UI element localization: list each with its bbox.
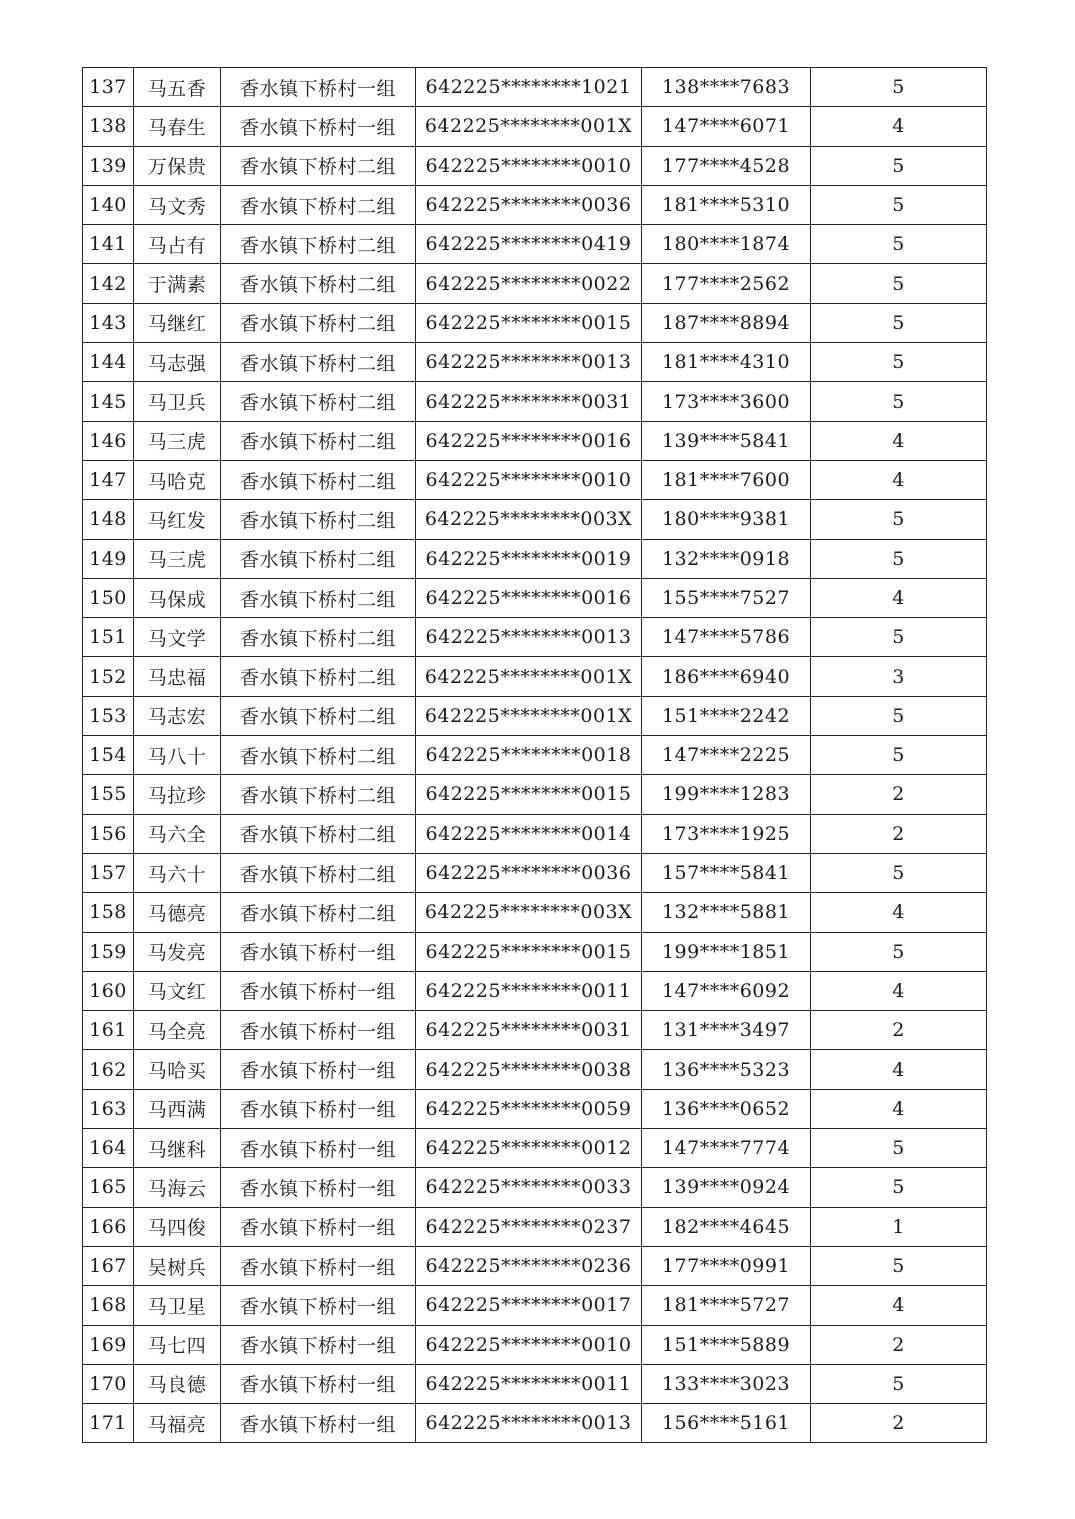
name-cell: 马海云 <box>134 1168 221 1207</box>
row-number-cell: 159 <box>83 932 134 971</box>
table-row <box>83 68 987 107</box>
phone-cell: 187****8894 <box>642 303 811 342</box>
id-number-cell: 642225********0010 <box>416 146 642 185</box>
phone-cell: 136****5323 <box>642 1050 811 1089</box>
table-row <box>83 853 987 892</box>
address-cell: 香水镇下桥村二组 <box>221 500 416 539</box>
count-cell: 5 <box>811 1246 987 1285</box>
name-cell: 马春生 <box>134 107 221 146</box>
row-number-cell: 137 <box>83 68 134 107</box>
id-number-cell: 642225********0010 <box>416 1325 642 1364</box>
address-cell: 香水镇下桥村一组 <box>221 1168 416 1207</box>
name-cell: 马八十 <box>134 736 221 775</box>
row-number-cell: 139 <box>83 146 134 185</box>
count-cell: 4 <box>811 107 987 146</box>
address-cell: 香水镇下桥村一组 <box>221 1129 416 1168</box>
row-number-cell: 149 <box>83 539 134 578</box>
row-number-cell: 140 <box>83 185 134 224</box>
table-row <box>83 736 987 775</box>
phone-cell: 131****3497 <box>642 1011 811 1050</box>
table-row <box>83 618 987 657</box>
count-cell: 4 <box>811 1089 987 1128</box>
id-number-cell: 642225********0016 <box>416 578 642 617</box>
count-cell: 5 <box>811 1364 987 1403</box>
row-number-cell: 145 <box>83 382 134 421</box>
table-row <box>83 814 987 853</box>
row-number-cell: 143 <box>83 303 134 342</box>
address-cell: 香水镇下桥村一组 <box>221 1325 416 1364</box>
name-cell: 马三虎 <box>134 421 221 460</box>
name-cell: 马占有 <box>134 225 221 264</box>
count-cell: 5 <box>811 932 987 971</box>
count-cell: 2 <box>811 1325 987 1364</box>
id-number-cell: 642225********0059 <box>416 1089 642 1128</box>
id-number-cell: 642225********0236 <box>416 1246 642 1285</box>
address-cell: 香水镇下桥村一组 <box>221 1364 416 1403</box>
name-cell: 马发亮 <box>134 932 221 971</box>
name-cell: 马志强 <box>134 343 221 382</box>
phone-cell: 132****5881 <box>642 893 811 932</box>
phone-cell: 139****0924 <box>642 1168 811 1207</box>
id-number-cell: 642225********001X <box>416 696 642 735</box>
id-number-cell: 642225********0031 <box>416 1011 642 1050</box>
table-row <box>83 1168 987 1207</box>
count-cell: 5 <box>811 853 987 892</box>
id-number-cell: 642225********0019 <box>416 539 642 578</box>
phone-cell: 182****4645 <box>642 1207 811 1246</box>
table-row <box>83 500 987 539</box>
phone-cell: 181****5727 <box>642 1286 811 1325</box>
name-cell: 马卫星 <box>134 1286 221 1325</box>
row-number-cell: 146 <box>83 421 134 460</box>
name-cell: 马德亮 <box>134 893 221 932</box>
phone-cell: 181****4310 <box>642 343 811 382</box>
address-cell: 香水镇下桥村一组 <box>221 1011 416 1050</box>
address-cell: 香水镇下桥村一组 <box>221 1050 416 1089</box>
address-cell: 香水镇下桥村一组 <box>221 1286 416 1325</box>
name-cell: 马四俊 <box>134 1207 221 1246</box>
name-cell: 马三虎 <box>134 539 221 578</box>
table-row <box>83 382 987 421</box>
row-number-cell: 153 <box>83 696 134 735</box>
phone-cell: 147****6071 <box>642 107 811 146</box>
address-cell: 香水镇下桥村二组 <box>221 343 416 382</box>
id-number-cell: 642225********0012 <box>416 1129 642 1168</box>
address-cell: 香水镇下桥村一组 <box>221 1246 416 1285</box>
table-row <box>83 1011 987 1050</box>
table-row <box>83 775 987 814</box>
address-cell: 香水镇下桥村一组 <box>221 1089 416 1128</box>
count-cell: 5 <box>811 68 987 107</box>
address-cell: 香水镇下桥村二组 <box>221 696 416 735</box>
id-number-cell: 642225********0031 <box>416 382 642 421</box>
row-number-cell: 141 <box>83 225 134 264</box>
address-cell: 香水镇下桥村二组 <box>221 578 416 617</box>
row-number-cell: 160 <box>83 971 134 1010</box>
table-row <box>83 264 987 303</box>
id-number-cell: 642225********0014 <box>416 814 642 853</box>
count-cell: 4 <box>811 421 987 460</box>
row-number-cell: 152 <box>83 657 134 696</box>
address-cell: 香水镇下桥村二组 <box>221 382 416 421</box>
name-cell: 马六十 <box>134 853 221 892</box>
row-number-cell: 150 <box>83 578 134 617</box>
row-number-cell: 158 <box>83 893 134 932</box>
id-number-cell: 642225********0018 <box>416 736 642 775</box>
row-number-cell: 162 <box>83 1050 134 1089</box>
address-cell: 香水镇下桥村二组 <box>221 736 416 775</box>
name-cell: 马全亮 <box>134 1011 221 1050</box>
table-row <box>83 146 987 185</box>
id-number-cell: 642225********0013 <box>416 618 642 657</box>
name-cell: 马继科 <box>134 1129 221 1168</box>
phone-cell: 180****1874 <box>642 225 811 264</box>
name-cell: 马红发 <box>134 500 221 539</box>
address-cell: 香水镇下桥村一组 <box>221 932 416 971</box>
table-row <box>83 932 987 971</box>
id-number-cell: 642225********0419 <box>416 225 642 264</box>
count-cell: 5 <box>811 146 987 185</box>
phone-cell: 177****4528 <box>642 146 811 185</box>
row-number-cell: 167 <box>83 1246 134 1285</box>
row-number-cell: 169 <box>83 1325 134 1364</box>
row-number-cell: 155 <box>83 775 134 814</box>
count-cell: 2 <box>811 1011 987 1050</box>
table-row <box>83 107 987 146</box>
count-cell: 4 <box>811 893 987 932</box>
phone-cell: 151****2242 <box>642 696 811 735</box>
address-cell: 香水镇下桥村二组 <box>221 303 416 342</box>
phone-cell: 133****3023 <box>642 1364 811 1403</box>
name-cell: 马哈买 <box>134 1050 221 1089</box>
id-number-cell: 642225********0022 <box>416 264 642 303</box>
id-number-cell: 642225********0015 <box>416 932 642 971</box>
count-cell: 2 <box>811 814 987 853</box>
id-number-cell: 642225********003X <box>416 500 642 539</box>
count-cell: 5 <box>811 1129 987 1168</box>
phone-cell: 156****5161 <box>642 1404 811 1443</box>
name-cell: 马志宏 <box>134 696 221 735</box>
table-row <box>83 343 987 382</box>
count-cell: 5 <box>811 264 987 303</box>
phone-cell: 139****5841 <box>642 421 811 460</box>
phone-cell: 136****0652 <box>642 1089 811 1128</box>
row-number-cell: 154 <box>83 736 134 775</box>
id-number-cell: 642225********001X <box>416 657 642 696</box>
count-cell: 5 <box>811 382 987 421</box>
id-number-cell: 642225********0036 <box>416 853 642 892</box>
name-cell: 马福亮 <box>134 1404 221 1443</box>
row-number-cell: 164 <box>83 1129 134 1168</box>
phone-cell: 155****7527 <box>642 578 811 617</box>
phone-cell: 132****0918 <box>642 539 811 578</box>
count-cell: 5 <box>811 303 987 342</box>
name-cell: 马拉珍 <box>134 775 221 814</box>
name-cell: 马卫兵 <box>134 382 221 421</box>
table-row <box>83 696 987 735</box>
name-cell: 马七四 <box>134 1325 221 1364</box>
phone-cell: 177****0991 <box>642 1246 811 1285</box>
id-number-cell: 642225********0036 <box>416 185 642 224</box>
table-row <box>83 421 987 460</box>
id-number-cell: 642225********001X <box>416 107 642 146</box>
table-row <box>83 185 987 224</box>
address-cell: 香水镇下桥村二组 <box>221 814 416 853</box>
address-cell: 香水镇下桥村二组 <box>221 264 416 303</box>
address-cell: 香水镇下桥村一组 <box>221 971 416 1010</box>
count-cell: 5 <box>811 343 987 382</box>
table-row <box>83 460 987 499</box>
phone-cell: 199****1283 <box>642 775 811 814</box>
address-cell: 香水镇下桥村二组 <box>221 460 416 499</box>
phone-cell: 199****1851 <box>642 932 811 971</box>
count-cell: 3 <box>811 657 987 696</box>
row-number-cell: 144 <box>83 343 134 382</box>
table-row <box>83 1286 987 1325</box>
count-cell: 5 <box>811 1168 987 1207</box>
id-number-cell: 642225********1021 <box>416 68 642 107</box>
row-number-cell: 163 <box>83 1089 134 1128</box>
id-number-cell: 642225********0017 <box>416 1286 642 1325</box>
address-cell: 香水镇下桥村二组 <box>221 146 416 185</box>
count-cell: 5 <box>811 539 987 578</box>
row-number-cell: 142 <box>83 264 134 303</box>
row-number-cell: 138 <box>83 107 134 146</box>
phone-cell: 173****3600 <box>642 382 811 421</box>
row-number-cell: 171 <box>83 1404 134 1443</box>
phone-cell: 186****6940 <box>642 657 811 696</box>
id-number-cell: 642225********0015 <box>416 303 642 342</box>
id-number-cell: 642225********0033 <box>416 1168 642 1207</box>
address-cell: 香水镇下桥村二组 <box>221 893 416 932</box>
name-cell: 马保成 <box>134 578 221 617</box>
row-number-cell: 165 <box>83 1168 134 1207</box>
phone-cell: 157****5841 <box>642 853 811 892</box>
name-cell: 马西满 <box>134 1089 221 1128</box>
count-cell: 5 <box>811 618 987 657</box>
id-number-cell: 642225********003X <box>416 893 642 932</box>
id-number-cell: 642225********0038 <box>416 1050 642 1089</box>
name-cell: 马五香 <box>134 68 221 107</box>
name-cell: 马忠福 <box>134 657 221 696</box>
address-cell: 香水镇下桥村二组 <box>221 539 416 578</box>
name-cell: 马六全 <box>134 814 221 853</box>
phone-cell: 151****5889 <box>642 1325 811 1364</box>
name-cell: 马哈克 <box>134 460 221 499</box>
name-cell: 于满素 <box>134 264 221 303</box>
table-row <box>83 303 987 342</box>
table-row <box>83 1207 987 1246</box>
address-cell: 香水镇下桥村二组 <box>221 421 416 460</box>
table-row <box>83 225 987 264</box>
id-number-cell: 642225********0011 <box>416 971 642 1010</box>
id-number-cell: 642225********0010 <box>416 460 642 499</box>
row-number-cell: 156 <box>83 814 134 853</box>
phone-cell: 138****7683 <box>642 68 811 107</box>
name-cell: 马文学 <box>134 618 221 657</box>
id-number-cell: 642225********0015 <box>416 775 642 814</box>
count-cell: 4 <box>811 460 987 499</box>
row-number-cell: 166 <box>83 1207 134 1246</box>
phone-cell: 181****5310 <box>642 185 811 224</box>
count-cell: 4 <box>811 578 987 617</box>
id-number-cell: 642225********0013 <box>416 343 642 382</box>
row-number-cell: 148 <box>83 500 134 539</box>
table-row <box>83 1364 987 1403</box>
address-cell: 香水镇下桥村一组 <box>221 1207 416 1246</box>
count-cell: 5 <box>811 185 987 224</box>
count-cell: 5 <box>811 225 987 264</box>
phone-cell: 147****5786 <box>642 618 811 657</box>
address-cell: 香水镇下桥村二组 <box>221 657 416 696</box>
id-number-cell: 642225********0013 <box>416 1404 642 1443</box>
row-number-cell: 157 <box>83 853 134 892</box>
address-cell: 香水镇下桥村二组 <box>221 853 416 892</box>
table-row <box>83 539 987 578</box>
name-cell: 马良德 <box>134 1364 221 1403</box>
count-cell: 5 <box>811 736 987 775</box>
count-cell: 4 <box>811 1286 987 1325</box>
name-cell: 万保贵 <box>134 146 221 185</box>
name-cell: 马文红 <box>134 971 221 1010</box>
roster-table-body <box>83 68 987 1443</box>
phone-cell: 147****7774 <box>642 1129 811 1168</box>
table-row <box>83 1089 987 1128</box>
table-row <box>83 971 987 1010</box>
name-cell: 马继红 <box>134 303 221 342</box>
row-number-cell: 170 <box>83 1364 134 1403</box>
phone-cell: 180****9381 <box>642 500 811 539</box>
phone-cell: 147****6092 <box>642 971 811 1010</box>
phone-cell: 173****1925 <box>642 814 811 853</box>
row-number-cell: 151 <box>83 618 134 657</box>
count-cell: 2 <box>811 1404 987 1443</box>
count-cell: 2 <box>811 775 987 814</box>
count-cell: 4 <box>811 971 987 1010</box>
address-cell: 香水镇下桥村一组 <box>221 107 416 146</box>
address-cell: 香水镇下桥村二组 <box>221 225 416 264</box>
address-cell: 香水镇下桥村一组 <box>221 68 416 107</box>
row-number-cell: 161 <box>83 1011 134 1050</box>
address-cell: 香水镇下桥村二组 <box>221 185 416 224</box>
address-cell: 香水镇下桥村二组 <box>221 775 416 814</box>
count-cell: 1 <box>811 1207 987 1246</box>
name-cell: 吴树兵 <box>134 1246 221 1285</box>
table-row <box>83 1325 987 1364</box>
phone-cell: 177****2562 <box>642 264 811 303</box>
address-cell: 香水镇下桥村一组 <box>221 1404 416 1443</box>
row-number-cell: 168 <box>83 1286 134 1325</box>
table-row <box>83 893 987 932</box>
table-row <box>83 1404 987 1443</box>
table-row <box>83 1050 987 1089</box>
address-cell: 香水镇下桥村二组 <box>221 618 416 657</box>
count-cell: 5 <box>811 696 987 735</box>
count-cell: 4 <box>811 1050 987 1089</box>
phone-cell: 147****2225 <box>642 736 811 775</box>
table-row <box>83 1246 987 1285</box>
table-row <box>83 578 987 617</box>
table-row <box>83 657 987 696</box>
id-number-cell: 642225********0237 <box>416 1207 642 1246</box>
phone-cell: 181****7600 <box>642 460 811 499</box>
row-number-cell: 147 <box>83 460 134 499</box>
id-number-cell: 642225********0011 <box>416 1364 642 1403</box>
name-cell: 马文秀 <box>134 185 221 224</box>
id-number-cell: 642225********0016 <box>416 421 642 460</box>
roster-table <box>82 67 987 1443</box>
count-cell: 5 <box>811 500 987 539</box>
table-row <box>83 1129 987 1168</box>
